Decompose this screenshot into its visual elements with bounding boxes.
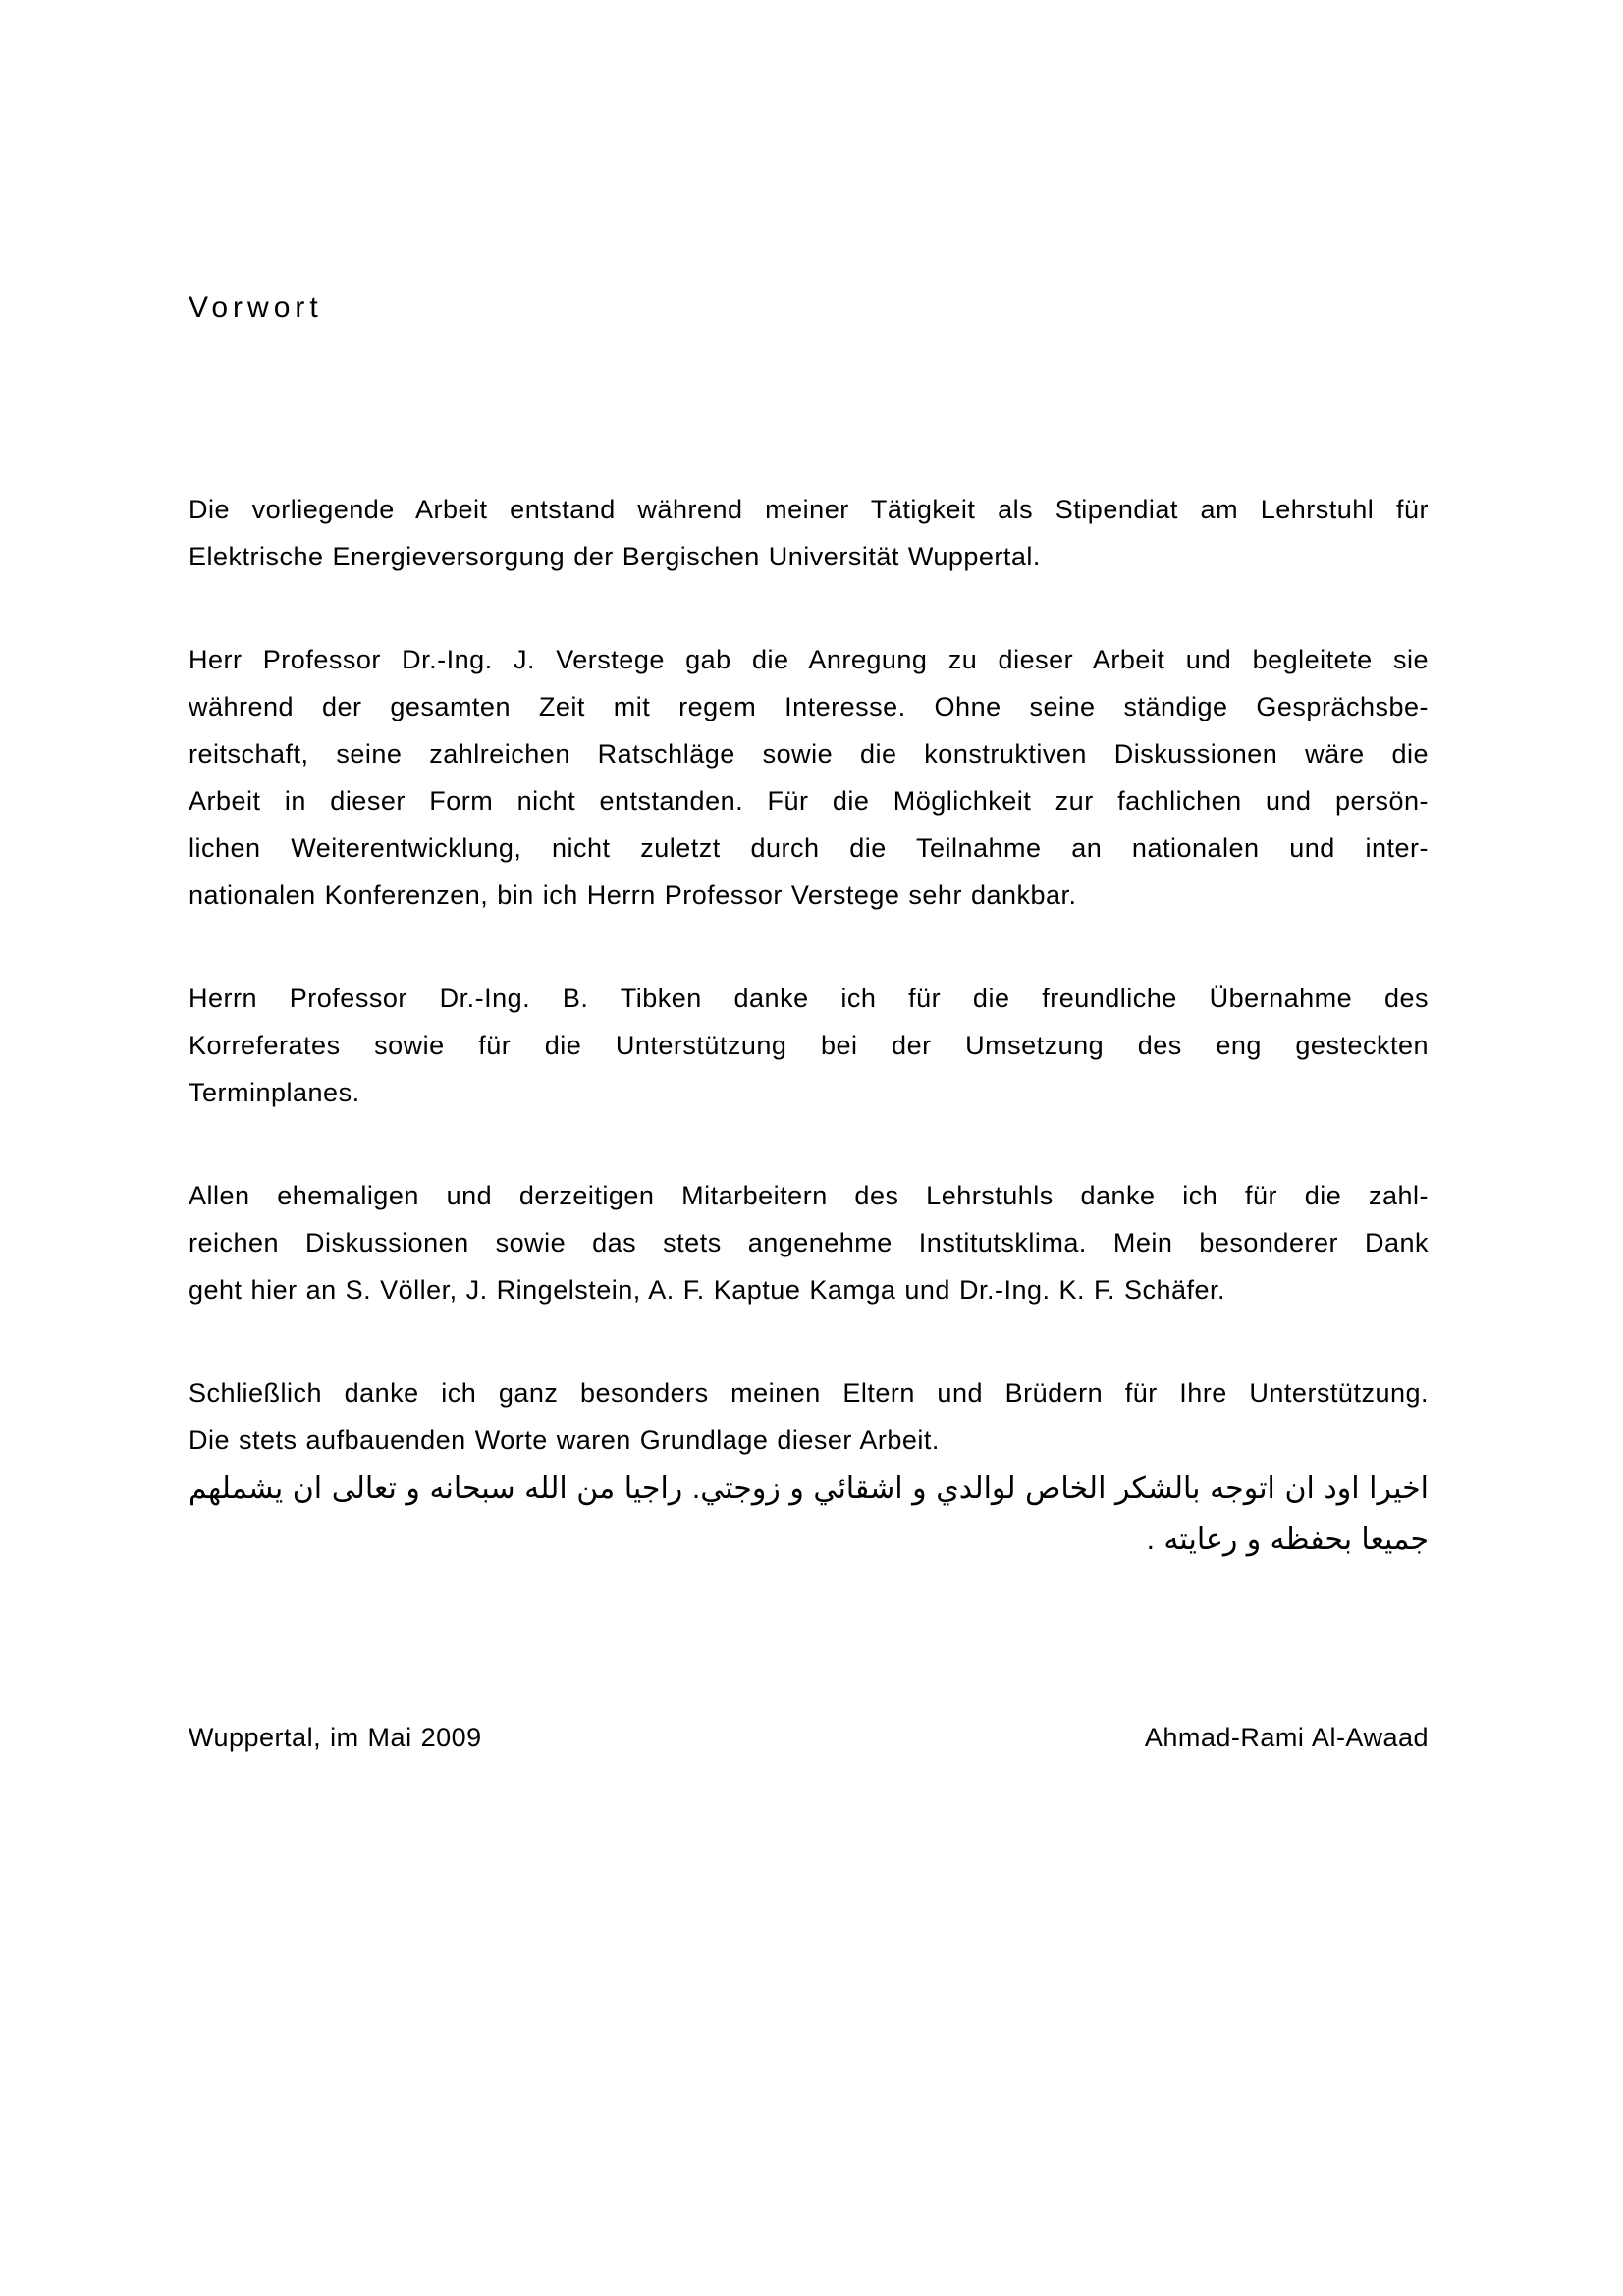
text-line: reichen Diskussionen sowie das stets angenehme Institutsklima. Mein besonderer Dank [189, 1228, 1429, 1257]
page-title: Vorwort [189, 292, 323, 324]
text-line: geht hier an S. Völler, J. Ringelstein, A. F. Kaptue Kamga und Dr.-Ing. K. F. Schäfer. [189, 1275, 1226, 1305]
text-line: nationalen Konferenzen, bin ich Herrn Professor Verstege sehr dankbar. [189, 881, 1077, 910]
text-line: Korreferates sowie für die Unterstützung bei der Umsetzung des eng gesteckten [189, 1031, 1429, 1060]
paragraph-1 [189, 486, 1429, 580]
arabic-paragraph [189, 1464, 1429, 1566]
text-block [189, 0, 1429, 1761]
text-line: Terminplanes. [189, 1078, 360, 1107]
signature-row [189, 1714, 1429, 1761]
paragraph-2 [189, 636, 1429, 919]
text-line: lichen Weiterentwicklung, nicht zuletzt durch die Teilnahme an nationalen und inter- [189, 833, 1429, 863]
text-line: Herr Professor Dr.-Ing. J. Verstege gab die Anregung zu dieser Arbeit und begleitete sie [189, 645, 1429, 674]
text-line: Allen ehemaligen und derzeitigen Mitarbeitern des Lehrstuhls danke ich für die zahl- [189, 1181, 1429, 1210]
text-line: während der gesamten Zeit mit regem Interesse. Ohne seine ständige Gesprächsbe- [189, 692, 1429, 721]
text-line: Die vorliegende Arbeit entstand während meiner Tätigkeit als Stipendiat am Lehrstuhl für [189, 495, 1429, 524]
place-date-text: Wuppertal, im Mai 2009 [189, 1723, 482, 1752]
paragraph-4 [189, 1172, 1429, 1313]
text-line: Herrn Professor Dr.-Ing. B. Tibken danke ich für die freundliche Übernahme des [189, 984, 1429, 1013]
text-line: Die stets aufbauenden Worte waren Grundlage dieser Arbeit. [189, 1425, 940, 1455]
text-line: reitschaft, seine zahlreichen Ratschläge sowie die konstruktiven Diskussionen wäre die [189, 739, 1429, 769]
arabic-text-line: اخيرا اود ان اتوجه بالشكر الخاص لوالدي و اشقائي و زوجتي. راجيا من الله سبحانه و تعالى ان يشملهم [189, 1472, 1429, 1505]
paragraph-5 [189, 1369, 1429, 1464]
text-line: Schließlich danke ich ganz besonders meinen Eltern und Brüdern für Ihre Unterstützung. [189, 1378, 1429, 1408]
author-name-text: Ahmad-Rami Al-Awaad [1144, 1723, 1429, 1752]
text-line: Elektrische Energieversorgung der Bergischen Universität Wuppertal. [189, 542, 1041, 571]
text-line: Arbeit in dieser Form nicht entstanden. Für die Möglichkeit zur fachlichen und persön- [189, 786, 1429, 816]
arabic-text-line: جميعا بحفظه و رعايته . [1146, 1523, 1429, 1556]
paragraph-3 [189, 975, 1429, 1116]
